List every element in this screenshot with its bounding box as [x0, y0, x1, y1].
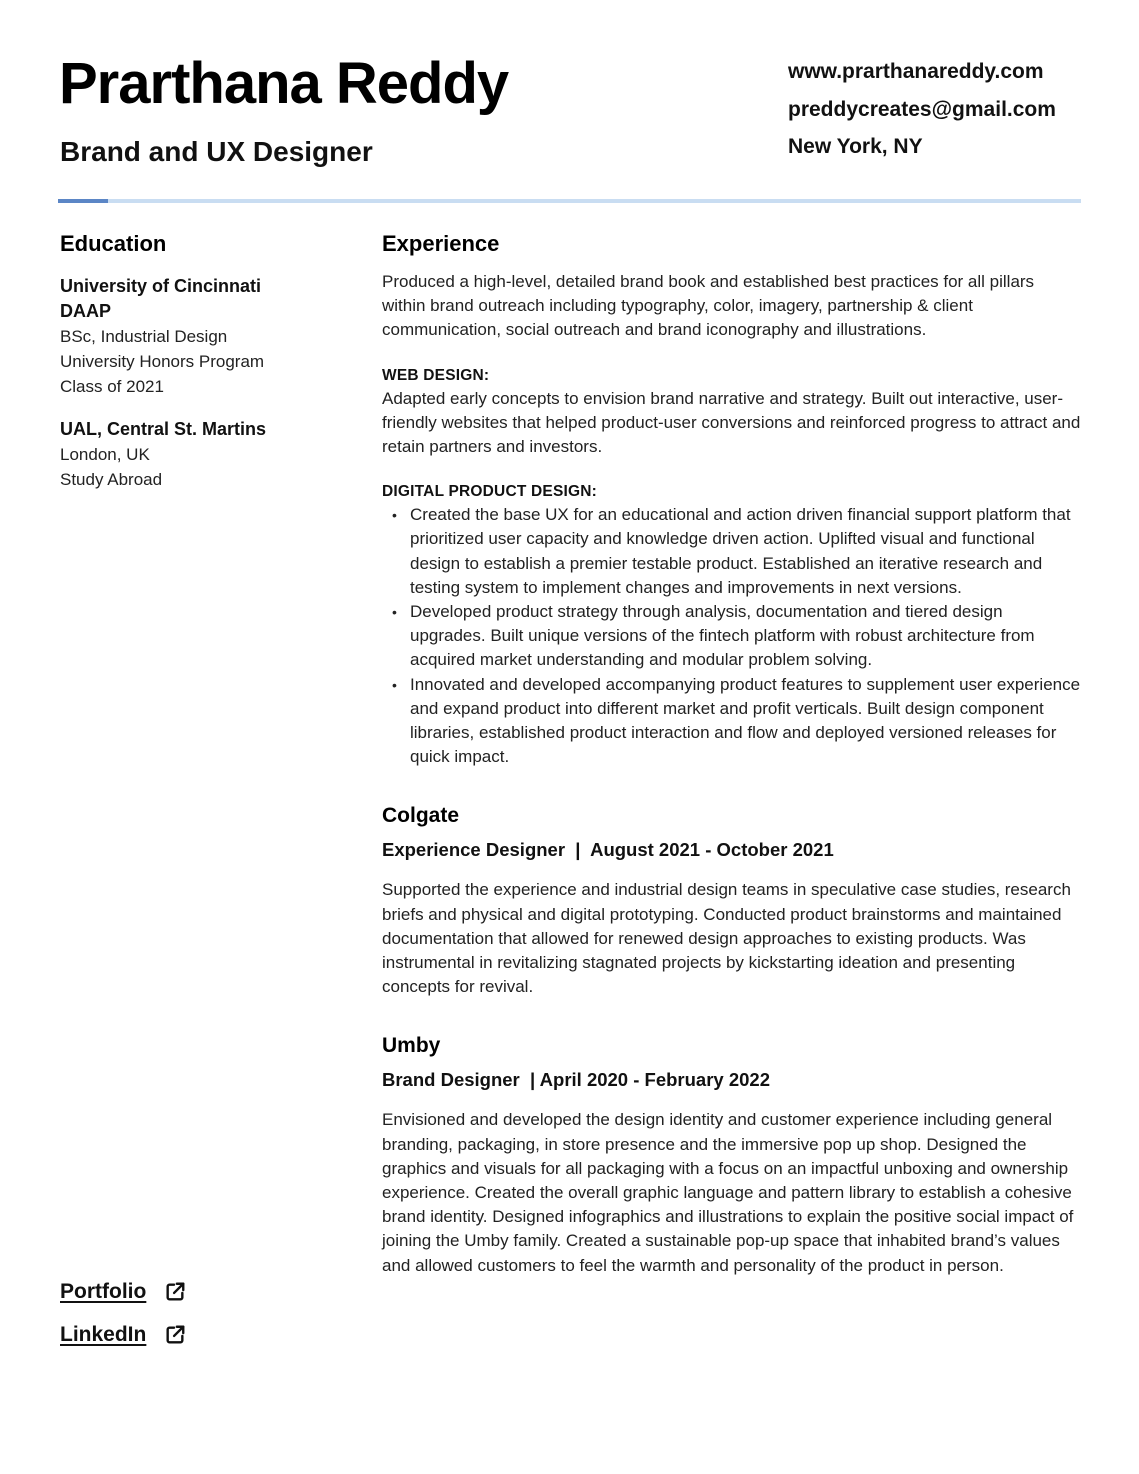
- linkedin-link-label[interactable]: LinkedIn: [60, 1322, 147, 1346]
- job-title: Experience Designer | August 2021 - October 2021: [382, 839, 834, 861]
- external-link-icon[interactable]: [164, 1324, 186, 1346]
- web-design-heading: WEB DESIGN:: [382, 366, 490, 384]
- digital-product-list: [392, 503, 1082, 769]
- external-link-icon[interactable]: [164, 1281, 186, 1303]
- header-divider: [58, 199, 1081, 203]
- portfolio-link[interactable]: [60, 1270, 300, 1313]
- job-role: Brand and UX Designer: [60, 136, 373, 167]
- experience-intro: Produced a high-level, detailed brand book and established best practices for all pillars within brand outreach including typography, color, imagery, partnership & client communication, social outreach and brand iconography and illustrations.: [382, 272, 1035, 340]
- school-name: UAL, Central St. Martins: [60, 419, 267, 439]
- contact-block: [788, 58, 1056, 171]
- web-design-text: Adapted early concepts to envision brand narrative and strategy. Built out interactive, user-friendly websites that helped product-user conversions and reinforced progress to attract and retain partners and investors.: [382, 388, 1081, 457]
- education-entry: [60, 417, 350, 492]
- experience-section: [382, 230, 1082, 1278]
- candidate-name: Prarthana Reddy: [59, 51, 509, 116]
- email-link[interactable]: preddycreates@gmail.com: [788, 97, 1056, 121]
- profile-links: [60, 1270, 300, 1356]
- education-detail: London, UK: [60, 445, 150, 464]
- portfolio-link-label[interactable]: Portfolio: [60, 1279, 147, 1303]
- experience-heading: Experience: [382, 231, 500, 256]
- list-item: • Developed product strategy through analysis, documentation and tiered design upgrades. Built unique versions of the fintech platform with robust architecture from acquired market understanding and modular problem solving.: [392, 600, 1082, 673]
- company-name: Colgate: [382, 804, 460, 828]
- education-heading: Education: [60, 231, 167, 256]
- education-detail: University Honors Program: [60, 352, 265, 371]
- job-title: Brand Designer | April 2020 - February 2022: [382, 1069, 771, 1091]
- job-entry-umby: [382, 1033, 1082, 1277]
- company-name: Umby: [382, 1034, 441, 1058]
- header-divider-accent: [58, 199, 108, 203]
- job-description: Supported the experience and industrial design teams in speculative case studies, research briefs and physical and digital prototyping. Conducted product brainstorms and maintained documentation that allowed for renewed design approaches to existing products. Was instrumental in revitalizing stagnated projects by kickstarting ideation and presenting concepts for revival.: [382, 880, 1071, 997]
- linkedin-link[interactable]: [60, 1313, 300, 1356]
- location-text: New York, NY: [788, 135, 923, 158]
- list-item: • Innovated and developed accompanying product features to supplement user experience and expand product into different market and profit verticals. Built design component libraries, established product interaction and flow and deployed versioned releases for quick impact.: [392, 673, 1082, 770]
- education-section: [60, 230, 350, 492]
- education-detail: Study Abroad: [60, 470, 163, 489]
- job-description: Envisioned and developed the design identity and customer experience including general branding, packaging, in store presence and the immersive pop up shop. Designed the graphics and visuals for all packaging with a focus on an impactful unboxing and ownership experience. Created the overall graphic language and pattern library to establish a cohesive brand identity. Designed infographics and illustrations to explain the positive social impact of joining the Umby family. Created a sustainable pop-up space that inhabited brand’s values and allowed customers to feel the warmth and personality of the product in person.: [382, 1110, 1074, 1275]
- education-detail: Class of 2021: [60, 377, 164, 396]
- education-detail: BSc, Industrial Design: [60, 327, 228, 346]
- website-link[interactable]: www.prarthanareddy.com: [788, 60, 1044, 83]
- digital-product-heading: DIGITAL PRODUCT DESIGN:: [382, 483, 598, 501]
- list-item: • Created the base UX for an educational and action driven financial support platform that prioritized user capacity and knowledge driven action. Uplifted visual and functional design to establish a premier testable product. Established an iterative research and testing system to implement changes and improvements in next versions.: [392, 503, 1082, 600]
- school-name: University of Cincinnati DAAP: [60, 276, 262, 321]
- job-entry-colgate: [382, 803, 1082, 999]
- education-entry: [60, 274, 350, 399]
